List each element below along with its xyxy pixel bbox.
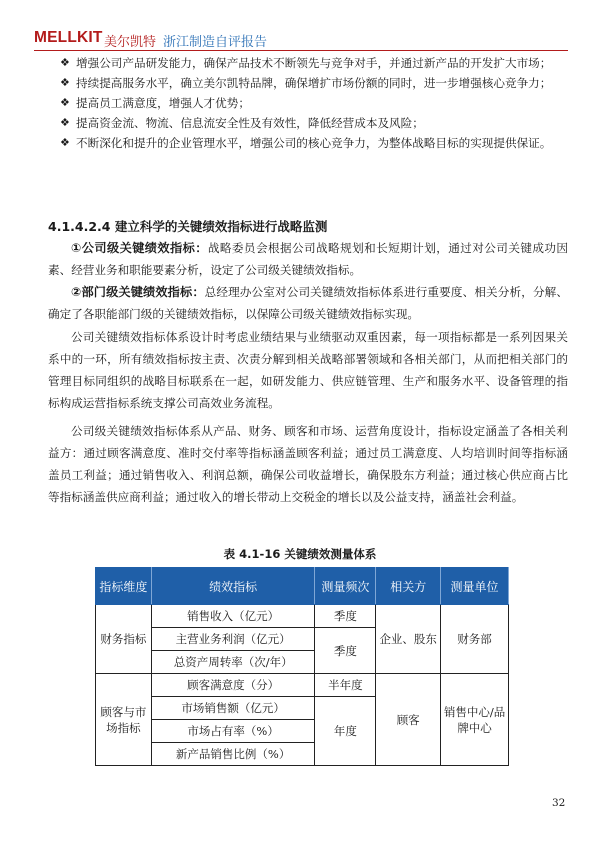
frequency-cell: 季度 <box>315 628 376 674</box>
diamond-bullet-icon: ❖ <box>60 96 70 109</box>
bullet-item <box>48 73 568 93</box>
page-header <box>34 28 568 51</box>
stakeholder-cell: 企业、股东 <box>376 605 441 674</box>
bullet-text: 提高资金流、物流、信息流安全性及有效性，降低经营成本及风险； <box>76 116 424 130</box>
indicator-cell: 总资产周转率（次/年） <box>151 651 315 674</box>
indicator-cell: 主营业务利润（亿元） <box>151 628 315 651</box>
bullet-text: 不断深化和提升的企业管理水平，增强公司的核心竞争力，为整体战略目标的实现提供保证。 <box>76 136 552 150</box>
column-header: 相关方 <box>376 568 441 605</box>
column-header: 绩效指标 <box>151 568 315 605</box>
unit-cell: 销售中心/品牌中心 <box>441 674 509 766</box>
paragraph-department-kpi <box>48 281 568 325</box>
frequency-cell: 年度 <box>315 697 376 766</box>
bullet-item <box>48 93 568 113</box>
frequency-cell: 季度 <box>315 605 376 628</box>
diamond-bullet-icon: ❖ <box>60 116 70 129</box>
column-header: 测量频次 <box>315 568 376 605</box>
indicator-cell: 市场销售额（亿元） <box>151 697 315 720</box>
indicator-cell: 销售收入（亿元） <box>151 605 315 628</box>
table-caption: 表 4.1-16 关键绩效测量体系 <box>223 547 377 561</box>
paragraph-company-kpi <box>48 237 568 281</box>
bullet-item <box>48 53 568 73</box>
header-report-title: 浙江制造自评报告 <box>163 35 268 50</box>
bullet-item <box>48 113 568 133</box>
indicator-cell: 市场占有率（%） <box>151 720 315 743</box>
stakeholder-cell: 顾客 <box>376 674 441 766</box>
indicator-cell: 新产品销售比例（%） <box>151 743 315 766</box>
frequency-cell: 半年度 <box>315 674 376 697</box>
page-number: 32 <box>552 797 566 809</box>
bullet-text: 提高员工满意度，增强人才优势； <box>76 96 250 110</box>
paragraph-kpi-stakeholders: 公司级关键绩效指标体系从产品、财务、顾客和市场、运营角度设计，指标设定涵盖了各相关利益方：通过顾客满意度、准时交付率等指标涵盖顾客利益；通过员工满意度、人均培训时间等指标涵盖员工利益；通过销售收入、利润总额，确保公司收益增长，确保股东方利益；通过核心供应商占比等指标涵盖供应商利益；通过收入的增长带动上交税金的增长以及公益支持，涵盖社会利益。 <box>48 424 568 504</box>
bullet-text: 增强公司产品研发能力，确保产品技术不断领先与竞争对手，并通过新产品的开发扩大市场； <box>76 56 552 70</box>
diamond-bullet-icon: ❖ <box>60 76 70 89</box>
diamond-bullet-icon: ❖ <box>60 136 70 149</box>
dimension-cell: 财务指标 <box>96 605 152 674</box>
kpi-measurement-table <box>95 567 509 766</box>
brand-logo-text: MELLKIT <box>34 29 103 46</box>
paragraph-kpi-design: 公司关键绩效指标体系设计时考虑业绩结果与业绩驱动双重因素，每一项指标都是一系列因果关系中的一环，所有绩效指标按主责、次责分解到相关战略部署领域和各相关部门，从而把相关部门的管理目标同组织的战略目标联系在一起，如研发能力、供应链管理、生产和服务水平、设备管理的指标构成运营指标系统支撑公司高效业务流程。 <box>48 330 568 410</box>
paragraph-text: 战略委员会根据公司战略规划和长短期计划，通过对公司关键成功因素、经营业务和职能要素分析，设定了公司级关键绩效指标。 <box>48 241 568 277</box>
indicator-cell: 顾客满意度（分） <box>151 674 315 697</box>
paragraph-label: ②部门级关键绩效指标： <box>71 285 205 299</box>
dimension-cell: 顾客与市场指标 <box>96 674 152 766</box>
header-company-name: 美尔凯特 <box>104 35 157 50</box>
paragraph-text: 总经理办公室对公司关键绩效指标体系进行重要度、相关分析，分解、确定了各职能部门级的关键绩效指标，以保障公司级关键绩效指标实现。 <box>48 285 568 321</box>
column-header: 测量单位 <box>441 568 509 605</box>
section-heading: 4.1.4.2.4 建立科学的关键绩效指标进行战略监测 <box>48 219 328 234</box>
goal-bullet-list <box>48 53 568 153</box>
table-row <box>96 674 509 697</box>
bullet-text: 持续提高服务水平，确立美尔凯特品牌，确保增扩市场份额的同时，进一步增强核心竞争力； <box>76 76 552 90</box>
column-header: 指标维度 <box>96 568 152 605</box>
paragraph-label: ①公司级关键绩效指标： <box>71 241 208 255</box>
diamond-bullet-icon: ❖ <box>60 56 70 69</box>
unit-cell: 财务部 <box>441 605 509 674</box>
table-row <box>96 605 509 628</box>
bullet-item <box>48 133 568 153</box>
